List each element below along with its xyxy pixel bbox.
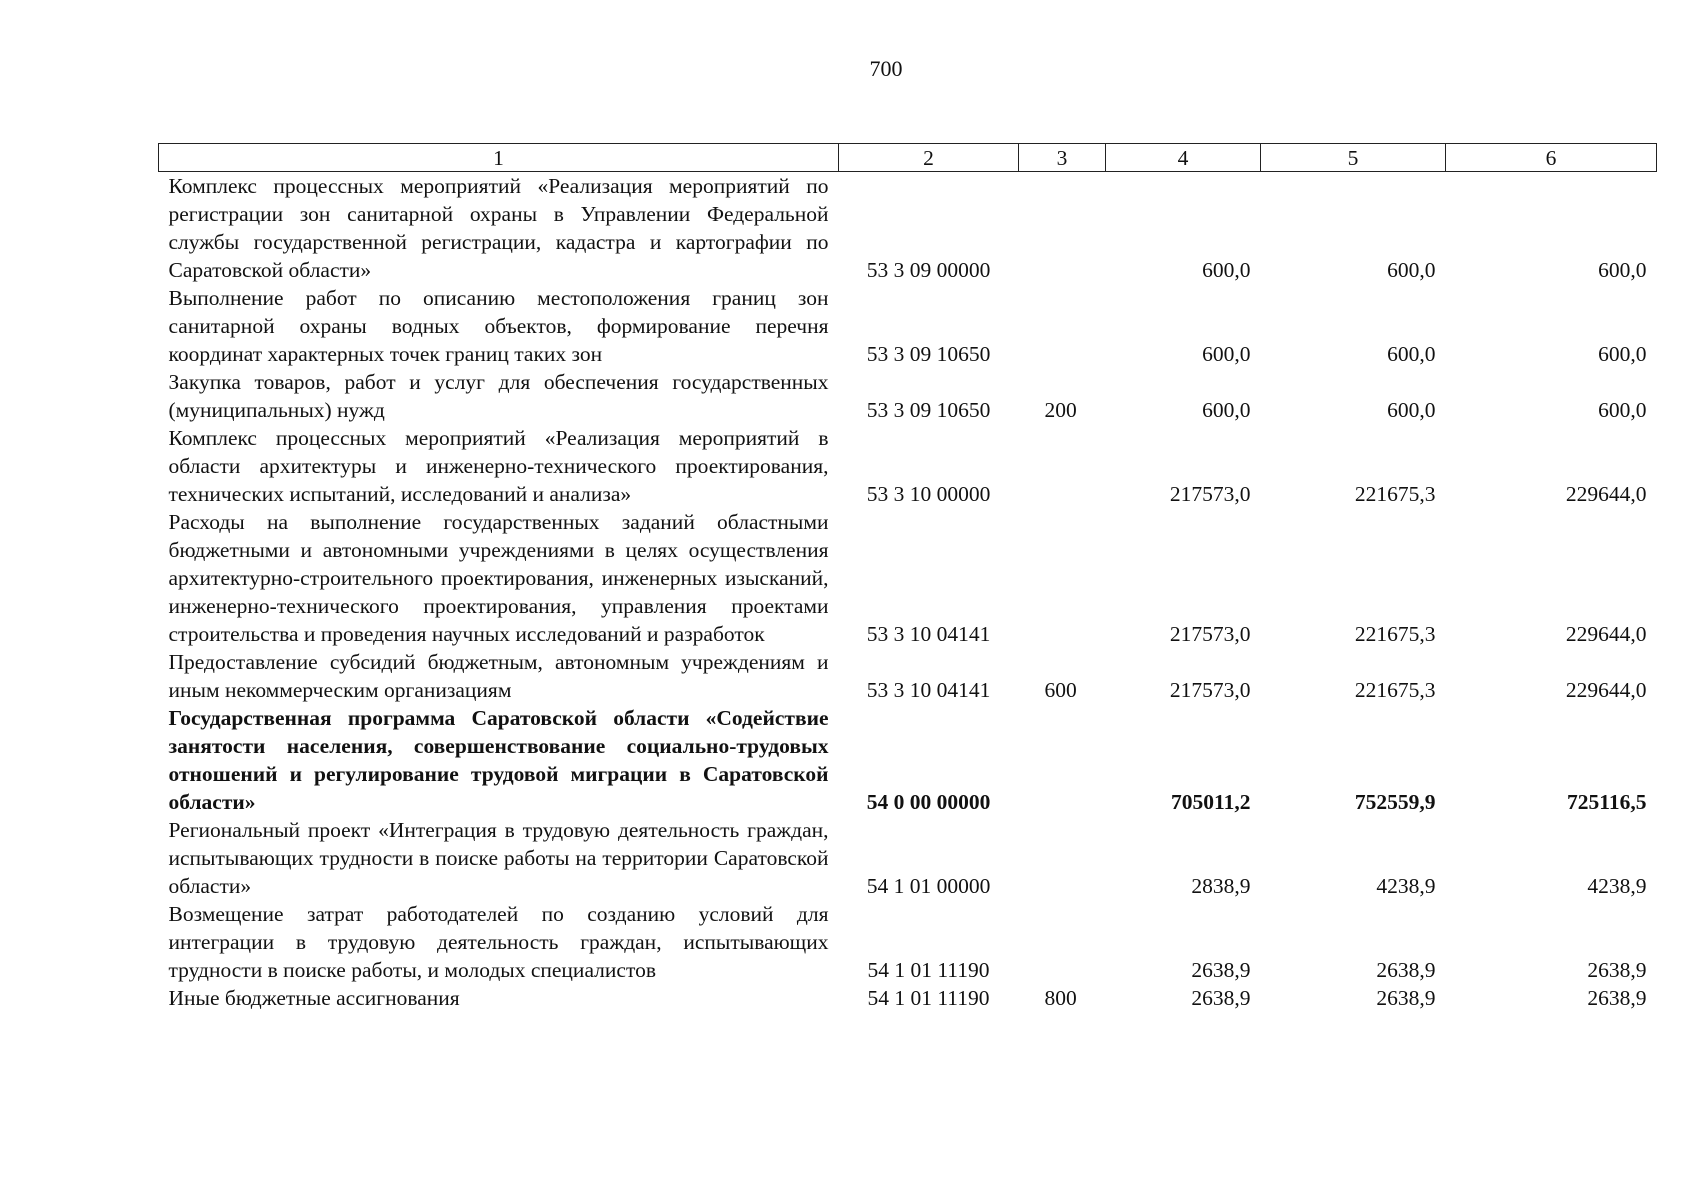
amount-col-6: 600,0 bbox=[1598, 258, 1647, 282]
amount-col-4: 217573,0 bbox=[1169, 622, 1251, 646]
amount-col-6: 229644,0 bbox=[1565, 622, 1647, 646]
row-name: Возмещение затрат работодателей по созданию условий для интеграции в трудовую деятельность граждан, испытывающих трудности в поиске работы, и молодых специалистов bbox=[168, 902, 829, 982]
row-name: Государственная программа Саратовской области «Содействие занятости населения, совершенствование социально-трудовых отношений и регулирование трудовой миграции в Саратовской области» bbox=[168, 706, 829, 814]
amount-col-6: 2638,9 bbox=[1587, 986, 1647, 1010]
target-code: 54 1 01 00000 bbox=[866, 874, 991, 898]
expense-type: 200 bbox=[1044, 398, 1077, 422]
target-code: 53 3 10 04141 bbox=[866, 678, 991, 702]
target-code: 53 3 10 04141 bbox=[866, 622, 991, 646]
amount-col-6: 725116,5 bbox=[1567, 790, 1647, 814]
amount-col-6: 4238,9 bbox=[1587, 874, 1647, 898]
amount-col-6: 600,0 bbox=[1598, 398, 1647, 422]
table-row bbox=[159, 368, 1657, 424]
table-row bbox=[159, 704, 1657, 816]
expense-type bbox=[1019, 704, 1106, 816]
target-code: 53 3 10 00000 bbox=[866, 482, 991, 506]
amount-col-4: 217573,0 bbox=[1169, 482, 1251, 506]
table-row bbox=[159, 508, 1657, 648]
expense-type bbox=[1019, 424, 1106, 508]
table-row bbox=[159, 984, 1657, 1012]
budget-table bbox=[158, 143, 1657, 1012]
expense-type bbox=[1019, 284, 1106, 368]
amount-col-4: 600,0 bbox=[1202, 398, 1251, 422]
row-name: Комплекс процессных мероприятий «Реализация мероприятий по регистрации зон санитарной охраны в Управлении Федеральной службы государственной регистрации, кадастра и картографии по Саратовской области» bbox=[168, 174, 829, 282]
expense-type bbox=[1019, 900, 1106, 984]
expense-type bbox=[1019, 508, 1106, 648]
table-row bbox=[159, 284, 1657, 368]
page-number: 700 bbox=[869, 56, 903, 81]
target-code: 54 0 00 00000 bbox=[866, 790, 991, 814]
column-header-3: 3 bbox=[1019, 144, 1106, 172]
expense-type: 800 bbox=[1044, 986, 1077, 1010]
row-name: Комплекс процессных мероприятий «Реализация мероприятий в области архитектуры и инженерно-технического проектирования, технических испытаний, исследований и анализа» bbox=[168, 426, 829, 506]
table-header bbox=[159, 144, 1657, 172]
expense-type bbox=[1019, 816, 1106, 900]
row-name: Региональный проект «Интеграция в трудовую деятельность граждан, испытывающих трудности в поиске работы на территории Саратовской области» bbox=[168, 818, 829, 898]
amount-col-5: 600,0 bbox=[1387, 258, 1436, 282]
expense-type bbox=[1019, 172, 1106, 285]
row-name: Расходы на выполнение государственных заданий областными бюджетными и автономными учреждениями в целях осуществления архитектурно-строительного проектирования, инженерных изысканий, инженерно-технического проектирования, управления проектами строительства и проведения научных исследований и разработок bbox=[168, 510, 829, 646]
amount-col-4: 217573,0 bbox=[1169, 678, 1251, 702]
column-header-6: 6 bbox=[1446, 144, 1657, 172]
amount-col-5: 752559,9 bbox=[1354, 790, 1436, 814]
amount-col-5: 221675,3 bbox=[1354, 622, 1436, 646]
table-row bbox=[159, 424, 1657, 508]
row-name: Выполнение работ по описанию местоположения границ зон санитарной охраны водных объектов, формирование перечня координат характерных точек границ таких зон bbox=[168, 286, 829, 366]
column-header-1: 1 bbox=[159, 144, 839, 172]
table-body bbox=[159, 172, 1657, 1013]
amount-col-5: 221675,3 bbox=[1354, 482, 1436, 506]
target-code: 54 1 01 11190 bbox=[867, 986, 990, 1010]
amount-col-5: 600,0 bbox=[1387, 342, 1436, 366]
amount-col-5: 600,0 bbox=[1387, 398, 1436, 422]
amount-col-6: 2638,9 bbox=[1587, 958, 1647, 982]
amount-col-4: 600,0 bbox=[1202, 342, 1251, 366]
column-header-4: 4 bbox=[1106, 144, 1261, 172]
target-code: 53 3 09 00000 bbox=[866, 258, 991, 282]
amount-col-6: 229644,0 bbox=[1565, 482, 1647, 506]
column-header-5: 5 bbox=[1261, 144, 1446, 172]
amount-col-6: 600,0 bbox=[1598, 342, 1647, 366]
column-header-2: 2 bbox=[839, 144, 1019, 172]
amount-col-6: 229644,0 bbox=[1565, 678, 1647, 702]
amount-col-4: 2638,9 bbox=[1191, 986, 1251, 1010]
amount-col-5: 221675,3 bbox=[1354, 678, 1436, 702]
amount-col-4: 600,0 bbox=[1202, 258, 1251, 282]
amount-col-5: 2638,9 bbox=[1376, 958, 1436, 982]
target-code: 53 3 09 10650 bbox=[866, 342, 991, 366]
target-code: 54 1 01 11190 bbox=[867, 958, 990, 982]
amount-col-4: 2638,9 bbox=[1191, 958, 1251, 982]
table-row bbox=[159, 900, 1657, 984]
table-row bbox=[159, 648, 1657, 704]
amount-col-4: 2838,9 bbox=[1191, 874, 1251, 898]
header-row bbox=[159, 144, 1657, 172]
amount-col-4: 705011,2 bbox=[1171, 790, 1251, 814]
row-name: Иные бюджетные ассигнования bbox=[168, 986, 460, 1010]
table-row bbox=[159, 816, 1657, 900]
amount-col-5: 2638,9 bbox=[1376, 986, 1436, 1010]
table-row bbox=[159, 172, 1657, 285]
expense-type: 600 bbox=[1044, 678, 1077, 702]
target-code: 53 3 09 10650 bbox=[866, 398, 991, 422]
row-name: Предоставление субсидий бюджетным, автономным учреждениям и иным некоммерческим организациям bbox=[168, 650, 829, 702]
row-name: Закупка товаров, работ и услуг для обеспечения государственных (муниципальных) нужд bbox=[168, 370, 829, 422]
amount-col-5: 4238,9 bbox=[1376, 874, 1436, 898]
